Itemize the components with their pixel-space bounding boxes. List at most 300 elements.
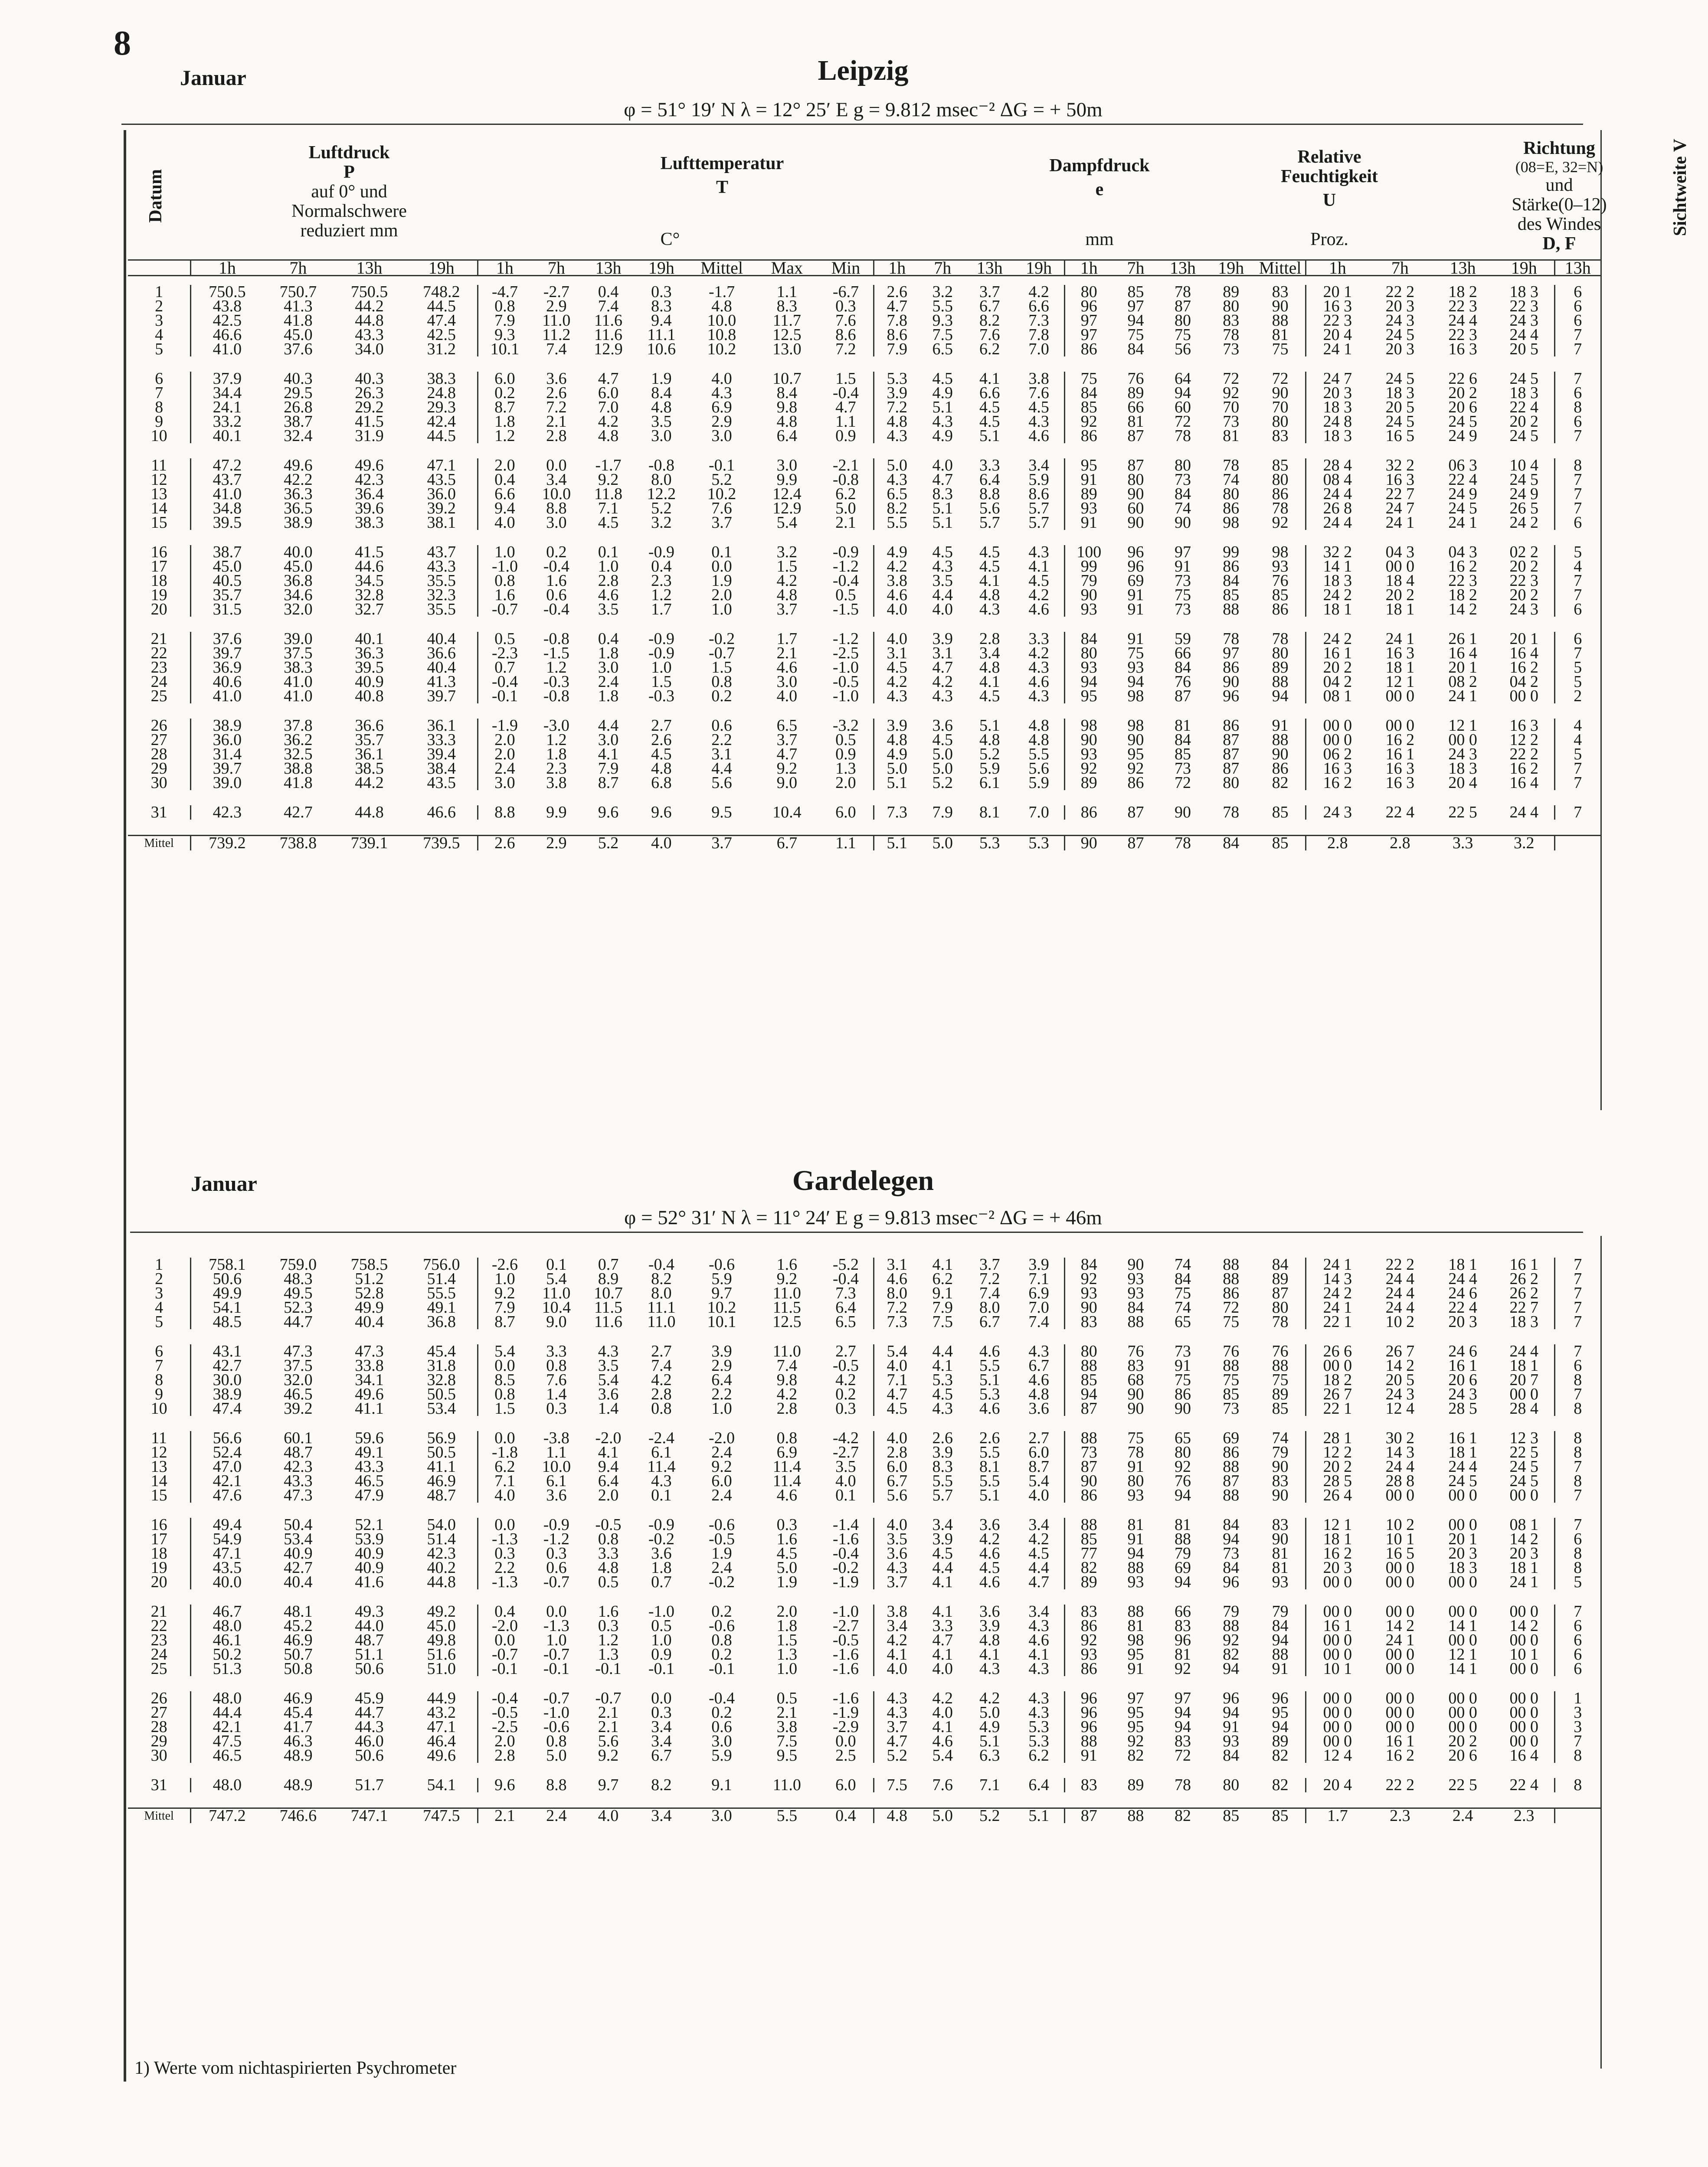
value-cell: 89 bbox=[1255, 1272, 1306, 1286]
value-cell: 7 bbox=[1574, 1734, 1582, 1749]
value-cell: 7.4 bbox=[598, 299, 619, 314]
value-cell: 4.7 bbox=[932, 473, 953, 487]
value-cell: 6 bbox=[1574, 285, 1582, 299]
value-cell: 0.0 bbox=[711, 559, 732, 574]
value-cell: 0.4 bbox=[494, 473, 515, 487]
value-cell: 5.6 bbox=[887, 1488, 908, 1503]
value-cell: 32 2 bbox=[1385, 458, 1415, 473]
value-cell: 5.4 bbox=[494, 1344, 515, 1359]
value-cell: 1.8 bbox=[598, 646, 619, 660]
value-cell: 44.7 bbox=[355, 1706, 384, 1720]
value-cell: 7.4 bbox=[651, 1359, 672, 1373]
value-cell: 38.1 bbox=[406, 516, 478, 530]
value-cell: 00 0 bbox=[1448, 1605, 1477, 1619]
value-cell: 4.4 bbox=[932, 1344, 953, 1359]
value-cell: 18 1 bbox=[1385, 602, 1415, 617]
value-cell: 50.4 bbox=[284, 1518, 313, 1532]
value-cell: 72 bbox=[1174, 776, 1191, 790]
header-luftdruck-line3: auf 0° und bbox=[311, 182, 387, 202]
mean-cell: 78 bbox=[1158, 836, 1207, 851]
value-cell: 70 bbox=[1255, 400, 1306, 415]
value-cell: 50.7 bbox=[284, 1647, 313, 1662]
value-cell: 12.9 bbox=[772, 501, 802, 516]
value-cell: 24 4 bbox=[1494, 328, 1554, 342]
value-cell: 4.8 bbox=[1014, 719, 1064, 733]
value-cell: 24 5 bbox=[1385, 415, 1415, 429]
value-cell: 0.3 bbox=[598, 1619, 619, 1633]
value-cell: 51.4 bbox=[406, 1272, 478, 1286]
value-cell: 81 bbox=[1174, 719, 1191, 733]
value-cell: 8 bbox=[1574, 1749, 1582, 1763]
value-cell: 80 bbox=[1223, 487, 1240, 501]
value-cell: 32.3 bbox=[406, 588, 478, 602]
value-cell: 14 2 bbox=[1448, 602, 1477, 617]
value-cell: 22 5 bbox=[1494, 1445, 1554, 1460]
value-cell: 5.6 bbox=[711, 776, 732, 790]
table-row bbox=[128, 1706, 1600, 1720]
value-cell: 38.9 bbox=[284, 516, 313, 530]
table-row bbox=[128, 632, 1600, 646]
value-cell: 26 6 bbox=[1323, 1344, 1352, 1359]
value-cell: 4.5 bbox=[1014, 1546, 1064, 1561]
mean-cell: 5.0 bbox=[919, 1808, 965, 1824]
value-cell: 7.6 bbox=[979, 328, 1000, 342]
value-cell: 11.0 bbox=[772, 1344, 801, 1359]
value-cell: 12 2 bbox=[1494, 733, 1554, 747]
table-row bbox=[128, 1734, 1600, 1749]
value-cell: 3.4 bbox=[887, 1619, 908, 1633]
value-cell: 78 bbox=[1174, 285, 1191, 299]
value-cell: 7.1 bbox=[1014, 1272, 1064, 1286]
value-cell: 7.6 bbox=[818, 314, 874, 328]
value-cell: 6 bbox=[1574, 1359, 1582, 1373]
value-cell: 39.6 bbox=[355, 501, 384, 516]
value-cell: 26 1 bbox=[1448, 632, 1477, 646]
value-cell: 89 bbox=[1255, 660, 1306, 675]
value-cell: 10.0 bbox=[707, 314, 736, 328]
value-cell: 12 1 bbox=[1448, 719, 1477, 733]
value-cell: 43.2 bbox=[406, 1706, 478, 1720]
value-cell: 85 bbox=[1255, 1402, 1306, 1416]
value-cell: 16 4 bbox=[1494, 1749, 1554, 1763]
hour-header-cell: Mittel bbox=[1255, 260, 1306, 276]
value-cell: 39.5 bbox=[355, 660, 384, 675]
value-cell: 4.2 bbox=[818, 1373, 874, 1387]
value-cell: 86 bbox=[1223, 660, 1240, 675]
value-cell: 36.0 bbox=[406, 487, 478, 501]
value-cell: 4.3 bbox=[887, 689, 908, 703]
mean-cell: 2.8 bbox=[1369, 836, 1432, 851]
value-cell: 88 bbox=[1080, 1518, 1097, 1532]
value-cell: 1.8 bbox=[651, 1561, 672, 1575]
value-cell: 0.1 bbox=[598, 545, 619, 559]
value-cell: 5.5 bbox=[932, 1474, 953, 1488]
value-cell: 54.1 bbox=[406, 1778, 478, 1792]
value-cell: 44.6 bbox=[355, 559, 384, 574]
table-row bbox=[128, 1546, 1600, 1561]
value-cell: -0.3 bbox=[648, 689, 674, 703]
value-cell: 7.2 bbox=[818, 342, 874, 356]
value-cell: 90 bbox=[1255, 747, 1306, 762]
value-cell: 6.7 bbox=[979, 299, 1000, 314]
value-cell: 94 bbox=[1223, 1532, 1240, 1546]
value-cell: 8 bbox=[1574, 1561, 1582, 1575]
value-cell: -0.4 bbox=[708, 1691, 735, 1706]
mean-cell: 3.0 bbox=[688, 1808, 756, 1824]
value-cell: 2 bbox=[1574, 689, 1582, 703]
value-cell: 4.7 bbox=[818, 400, 874, 415]
value-cell: 49.2 bbox=[406, 1605, 478, 1619]
value-cell: 40.6 bbox=[213, 675, 242, 689]
value-cell: 12.9 bbox=[594, 342, 623, 356]
value-cell: 1.4 bbox=[598, 1402, 619, 1416]
value-cell: 4.5 bbox=[932, 1546, 953, 1561]
value-cell: 89 bbox=[1127, 1778, 1144, 1792]
value-cell: 34.0 bbox=[355, 342, 384, 356]
value-cell: 2.6 bbox=[546, 386, 567, 400]
value-cell: 2.9 bbox=[546, 299, 567, 314]
value-cell: 12 4 bbox=[1385, 1402, 1415, 1416]
value-cell: 9.9 bbox=[776, 473, 798, 487]
value-cell: 3.6 bbox=[979, 1605, 1000, 1619]
value-cell: 47.3 bbox=[284, 1488, 313, 1503]
value-cell: 87 bbox=[1255, 1286, 1306, 1301]
value-cell: 94 bbox=[1223, 1706, 1240, 1720]
value-cell: 5.1 bbox=[932, 501, 953, 516]
value-cell: 6.3 bbox=[979, 1749, 1000, 1763]
value-cell: -1.0 bbox=[818, 1605, 874, 1619]
value-cell: 45.0 bbox=[284, 559, 313, 574]
value-cell: 0.2 bbox=[711, 689, 732, 703]
value-cell: 2.6 bbox=[932, 1431, 953, 1445]
value-cell: -1.9 bbox=[491, 719, 518, 733]
station-coords-gardelegen: φ = 52° 31′ N λ = 11° 24′ E g = 9.813 msec⁻² ΔG = + 46m bbox=[624, 1206, 1102, 1229]
value-cell: 3.7 bbox=[776, 733, 798, 747]
value-cell: 10.0 bbox=[542, 487, 571, 501]
value-cell: 80 bbox=[1255, 473, 1306, 487]
value-cell: 94 bbox=[1174, 1720, 1191, 1734]
value-cell: 0.1 bbox=[711, 545, 732, 559]
value-cell: 5 bbox=[1574, 1575, 1582, 1589]
value-cell: 46.5 bbox=[284, 1387, 313, 1402]
value-cell: 8.0 bbox=[979, 1301, 1000, 1315]
value-cell: 4.1 bbox=[598, 747, 619, 762]
header-feuchtigkeit-symbol: U bbox=[1322, 190, 1336, 210]
value-cell: 4.3 bbox=[887, 1691, 908, 1706]
value-cell: 7.2 bbox=[887, 1301, 908, 1315]
value-cell: 4.8 bbox=[887, 733, 908, 747]
day-cell: 17 bbox=[128, 1532, 191, 1546]
value-cell: 10 1 bbox=[1385, 1532, 1415, 1546]
value-cell: 00 0 bbox=[1494, 1488, 1554, 1503]
value-cell: 65 bbox=[1174, 1315, 1191, 1329]
value-cell: 81 bbox=[1255, 328, 1306, 342]
value-cell: 750.5 bbox=[209, 285, 246, 299]
table-row bbox=[128, 386, 1600, 400]
value-cell: 91 bbox=[1127, 588, 1144, 602]
value-cell: 3.9 bbox=[711, 1344, 732, 1359]
table-row bbox=[128, 747, 1600, 762]
value-cell: 3.5 bbox=[598, 1359, 619, 1373]
value-cell: 29.5 bbox=[284, 386, 313, 400]
value-cell: 4.1 bbox=[1014, 559, 1064, 574]
value-cell: 78 bbox=[1223, 458, 1240, 473]
value-cell: 84 bbox=[1174, 660, 1191, 675]
day-cell: 19 bbox=[128, 588, 191, 602]
value-cell: 0.0 bbox=[494, 1431, 515, 1445]
value-cell: 48.1 bbox=[284, 1605, 313, 1619]
value-cell: 87 bbox=[1080, 1460, 1097, 1474]
value-cell: 4.1 bbox=[932, 1720, 953, 1734]
value-cell: 4.0 bbox=[887, 1359, 908, 1373]
value-cell: 82 bbox=[1223, 1647, 1240, 1662]
value-cell: 8.6 bbox=[818, 328, 874, 342]
value-cell: 72 bbox=[1174, 415, 1191, 429]
value-cell: 73 bbox=[1174, 1344, 1191, 1359]
value-cell: 36.8 bbox=[406, 1315, 478, 1329]
value-cell: 83 bbox=[1255, 285, 1306, 299]
day-cell: 8 bbox=[128, 400, 191, 415]
value-cell: 41.0 bbox=[213, 487, 242, 501]
value-cell: 47.4 bbox=[406, 314, 478, 328]
day-cell: 5 bbox=[128, 1315, 191, 1329]
value-cell: 40.4 bbox=[355, 1315, 384, 1329]
value-cell: 64 bbox=[1174, 372, 1191, 386]
value-cell: 42.1 bbox=[213, 1720, 242, 1734]
value-cell: 0.6 bbox=[546, 1561, 567, 1575]
value-cell: 10.6 bbox=[647, 342, 676, 356]
value-cell: 73 bbox=[1080, 1445, 1097, 1460]
value-cell: 41.3 bbox=[284, 299, 313, 314]
value-cell: 8.1 bbox=[979, 1460, 1000, 1474]
value-cell: 4.8 bbox=[776, 588, 798, 602]
value-cell: 3.4 bbox=[932, 1518, 953, 1532]
value-cell: 96 bbox=[1223, 1691, 1240, 1706]
value-cell: 5.1 bbox=[979, 1373, 1000, 1387]
value-cell: 8.3 bbox=[776, 299, 798, 314]
value-cell: 86 bbox=[1080, 342, 1097, 356]
value-cell: 84 bbox=[1223, 1518, 1240, 1532]
value-cell: 14 1 bbox=[1448, 1619, 1477, 1633]
value-cell: 76 bbox=[1255, 1344, 1306, 1359]
value-cell: -0.4 bbox=[818, 386, 874, 400]
value-cell: -4.7 bbox=[491, 285, 518, 299]
value-cell: 9.2 bbox=[494, 1286, 515, 1301]
hour-header-cell: 19h bbox=[635, 260, 688, 276]
value-cell: 46.9 bbox=[284, 1691, 313, 1706]
value-cell: 75 bbox=[1127, 1431, 1144, 1445]
value-cell: 4.1 bbox=[932, 1359, 953, 1373]
value-cell: 49.6 bbox=[406, 1749, 478, 1763]
hour-header-cell: 7h bbox=[919, 260, 965, 276]
value-cell: 4.0 bbox=[1014, 1488, 1064, 1503]
value-cell: 49.8 bbox=[406, 1633, 478, 1647]
value-cell: 49.9 bbox=[355, 1301, 384, 1315]
value-cell: 7.6 bbox=[932, 1778, 953, 1792]
value-cell: 7 bbox=[1574, 1301, 1582, 1315]
value-cell: 10 2 bbox=[1385, 1315, 1415, 1329]
value-cell: 14 3 bbox=[1385, 1445, 1415, 1460]
value-cell: -0.5 bbox=[708, 1532, 735, 1546]
value-cell: 00 0 bbox=[1323, 1605, 1352, 1619]
value-cell: 91 bbox=[1223, 1720, 1240, 1734]
value-cell: 16 2 bbox=[1323, 1546, 1352, 1561]
value-cell: 4.3 bbox=[979, 1662, 1000, 1676]
value-cell: 8 bbox=[1574, 400, 1582, 415]
value-cell: 18 2 bbox=[1448, 588, 1477, 602]
value-cell: 0.1 bbox=[818, 1488, 874, 1503]
value-cell: 51.7 bbox=[355, 1778, 384, 1792]
value-cell: 93 bbox=[1080, 747, 1097, 762]
value-cell: 24 5 bbox=[1385, 372, 1415, 386]
value-cell: 1.6 bbox=[494, 588, 515, 602]
value-cell: 4.7 bbox=[932, 1633, 953, 1647]
table-row bbox=[128, 516, 1600, 530]
value-cell: 4.6 bbox=[1014, 602, 1064, 617]
value-cell: 89 bbox=[1127, 386, 1144, 400]
value-cell: 85 bbox=[1223, 588, 1240, 602]
value-cell: 24 8 bbox=[1323, 415, 1352, 429]
value-cell: 1.0 bbox=[494, 1272, 515, 1286]
value-cell: 99 bbox=[1223, 545, 1240, 559]
value-cell: 41.5 bbox=[355, 415, 384, 429]
value-cell: 750.7 bbox=[279, 285, 317, 299]
value-cell: 750.5 bbox=[350, 285, 388, 299]
value-cell: 7 bbox=[1574, 776, 1582, 790]
value-cell: 759.0 bbox=[279, 1258, 317, 1272]
value-cell: 86 bbox=[1080, 1488, 1097, 1503]
value-cell: 80 bbox=[1223, 1778, 1240, 1792]
value-cell: 75 bbox=[1174, 1286, 1191, 1301]
value-cell: 24 3 bbox=[1323, 805, 1352, 820]
value-cell: 49.6 bbox=[284, 458, 313, 473]
value-cell: 4.2 bbox=[932, 1691, 953, 1706]
value-cell: 3.6 bbox=[1014, 1402, 1064, 1416]
value-cell: 4.1 bbox=[932, 1647, 953, 1662]
value-cell: -2.6 bbox=[491, 1258, 518, 1272]
day-cell: 11 bbox=[128, 458, 191, 473]
value-cell: 96 bbox=[1080, 1706, 1097, 1720]
value-cell: 04 2 bbox=[1323, 675, 1352, 689]
value-cell: -2.5 bbox=[818, 646, 874, 660]
value-cell: 14 2 bbox=[1385, 1619, 1415, 1633]
value-cell: 00 0 bbox=[1323, 1734, 1352, 1749]
value-cell: 00 0 bbox=[1385, 559, 1415, 574]
value-cell: 11.0 bbox=[647, 1315, 676, 1329]
table-row bbox=[128, 1575, 1600, 1589]
hour-header-cell: 19h bbox=[1207, 260, 1255, 276]
value-cell: 90 bbox=[1127, 1402, 1144, 1416]
value-cell: 18 3 bbox=[1448, 1561, 1477, 1575]
day-cell: 20 bbox=[128, 1575, 191, 1589]
value-cell: 38.5 bbox=[355, 762, 384, 776]
value-cell: 0.5 bbox=[651, 1619, 672, 1633]
value-cell: 8.9 bbox=[598, 1272, 619, 1286]
header-luftdruck-symbol: P bbox=[344, 162, 355, 182]
day-cell: 1 bbox=[128, 285, 191, 299]
value-cell: 5.3 bbox=[932, 1373, 953, 1387]
value-cell: 73 bbox=[1174, 762, 1191, 776]
value-cell: 0.8 bbox=[494, 1387, 515, 1402]
value-cell: 44.7 bbox=[284, 1315, 313, 1329]
value-cell: 4.5 bbox=[979, 400, 1000, 415]
value-cell: 51.1 bbox=[355, 1647, 384, 1662]
value-cell: 9.3 bbox=[932, 314, 953, 328]
value-cell: 0.8 bbox=[598, 1532, 619, 1546]
value-cell: 24 3 bbox=[1448, 1387, 1477, 1402]
value-cell: 14 2 bbox=[1494, 1619, 1554, 1633]
value-cell: 7 bbox=[1574, 328, 1582, 342]
value-cell: 10.7 bbox=[772, 372, 802, 386]
value-cell: 0.6 bbox=[711, 1720, 732, 1734]
value-cell: 22 3 bbox=[1448, 299, 1477, 314]
value-cell: 8.2 bbox=[651, 1778, 672, 1792]
value-cell: 48.7 bbox=[284, 1445, 313, 1460]
value-cell: 10.1 bbox=[707, 1315, 736, 1329]
value-cell: 4.0 bbox=[494, 1488, 515, 1503]
value-cell: 20 3 bbox=[1323, 1561, 1352, 1575]
value-cell: 4.6 bbox=[887, 1272, 908, 1286]
value-cell: 8 bbox=[1574, 1402, 1582, 1416]
value-cell: 4.1 bbox=[979, 675, 1000, 689]
value-cell: 00 0 bbox=[1323, 1706, 1352, 1720]
header-sichtweite: Sichtweite V bbox=[1670, 139, 1690, 236]
value-cell: 50.6 bbox=[355, 1749, 384, 1763]
value-cell: 6.4 bbox=[818, 1301, 874, 1315]
value-cell: 2.1 bbox=[598, 1706, 619, 1720]
value-cell: 7 bbox=[1574, 1315, 1582, 1329]
value-cell: 22 4 bbox=[1448, 1301, 1477, 1315]
value-cell: 81 bbox=[1255, 1561, 1306, 1575]
value-cell: 0.8 bbox=[494, 574, 515, 588]
hour-header-cell: 19h bbox=[1494, 260, 1554, 276]
value-cell: 28 4 bbox=[1494, 1402, 1554, 1416]
value-cell: 2.0 bbox=[818, 776, 874, 790]
value-cell: 7.5 bbox=[932, 1315, 953, 1329]
table-row bbox=[128, 588, 1600, 602]
value-cell: 1.0 bbox=[651, 660, 672, 675]
value-cell: 20 2 bbox=[1385, 588, 1415, 602]
value-cell: 51.2 bbox=[355, 1272, 384, 1286]
value-cell: 6.4 bbox=[711, 1373, 732, 1387]
value-cell: 60 bbox=[1174, 400, 1191, 415]
value-cell: 5.0 bbox=[776, 1561, 798, 1575]
value-cell: 00 0 bbox=[1385, 719, 1415, 733]
value-cell: 4.6 bbox=[1014, 429, 1064, 443]
value-cell: 00 0 bbox=[1448, 1518, 1477, 1532]
value-cell: 11.4 bbox=[772, 1474, 801, 1488]
value-cell: 6.2 bbox=[932, 1272, 953, 1286]
value-cell: 52.1 bbox=[355, 1518, 384, 1532]
value-cell: 3.5 bbox=[932, 574, 953, 588]
value-cell: 32.0 bbox=[284, 1373, 313, 1387]
value-cell: 9.5 bbox=[776, 1749, 798, 1763]
table-row bbox=[128, 314, 1600, 328]
value-cell: 5.0 bbox=[979, 1706, 1000, 1720]
value-cell: 00 0 bbox=[1385, 1720, 1415, 1734]
value-cell: 4.3 bbox=[932, 689, 953, 703]
value-cell: 87 bbox=[1174, 299, 1191, 314]
value-cell: -0.1 bbox=[648, 1662, 674, 1676]
value-cell: 5.3 bbox=[979, 1387, 1000, 1402]
value-cell: 86 bbox=[1080, 1662, 1097, 1676]
value-cell: 2.9 bbox=[711, 415, 732, 429]
mean-label: Mittel bbox=[128, 1808, 191, 1824]
value-cell: 40.4 bbox=[284, 1575, 313, 1589]
value-cell: 48.0 bbox=[213, 1619, 242, 1633]
value-cell: 83 bbox=[1127, 1359, 1144, 1373]
day-cell: 27 bbox=[128, 733, 191, 747]
